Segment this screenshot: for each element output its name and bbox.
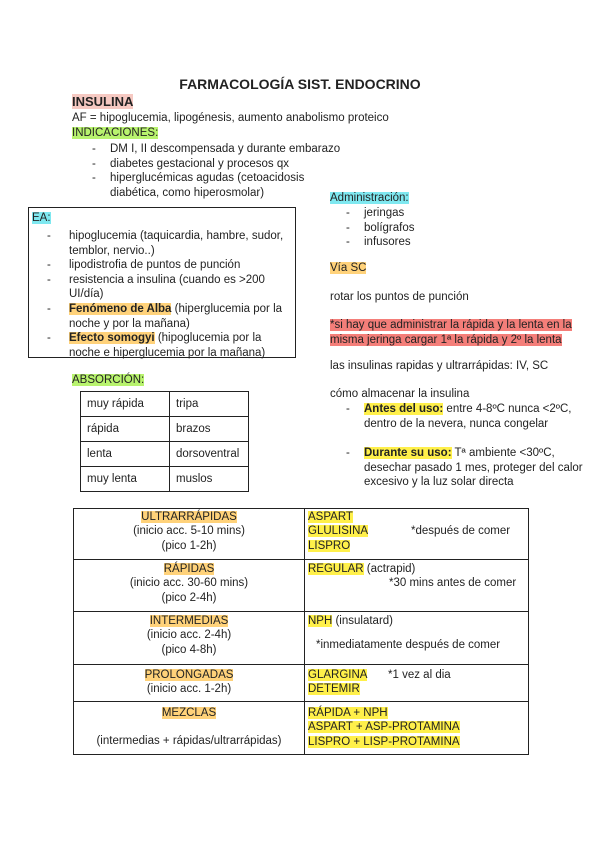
af-text: AF = hipoglucemia, lipogénesis, aumento anabolismo proteico	[72, 112, 389, 124]
list-item: - hiperglucémicas agudas (cetoacidosis	[76, 171, 340, 186]
administracion-label: Administración:	[330, 192, 409, 204]
administracion-list	[330, 206, 415, 250]
table-row: muy lenta muslos	[81, 467, 249, 492]
list-item: - bolígrafos	[330, 221, 415, 236]
list-item: - lipodistrofia de puntos de punción	[29, 258, 295, 273]
list-item: - jeringas	[330, 206, 415, 221]
iv-text: las insulinas rapidas y ultrarrápidas: IV, SC	[330, 360, 549, 372]
almacenar-list	[330, 402, 583, 490]
list-item: - infusores	[330, 235, 415, 250]
warning-note: *si hay que administrar la rápida y la lenta en la misma jeringa cargar 1ª la rápida y 2º la lenta	[330, 319, 572, 346]
absorcion-label: ABSORCIÓN:	[72, 374, 145, 386]
list-item: - hipoglucemia (taquicardia, hambre, sudor, temblor, nervio..)	[29, 229, 295, 258]
table-row: ULTRARRÁPIDAS (inicio acc. 5-10 mins) (pico 1-2h) ASPART GLULISINA LISPRO *después de comer	[74, 509, 529, 560]
list-item: - resistencia a insulina (cuando es >200 UI/día)	[29, 273, 295, 302]
ea-label: EA:	[32, 212, 51, 224]
list-item-continuation: diabética, como hiperosmolar)	[110, 186, 265, 199]
insulina-heading: INSULINA	[72, 94, 134, 109]
list-item: - Durante su uso: Tª ambiente <30ºC, desechar pasado 1 mes, proteger del calor excesivo y la luz solar directa	[330, 446, 583, 490]
list-item: - Fenómeno de Alba (hiperglucemia por la noche y por la mañana)	[29, 302, 295, 331]
table-row: muy rápida tripa	[81, 392, 249, 417]
table-row: rápida brazos	[81, 417, 249, 442]
list-item: - Antes del uso: entre 4-8ºC nunca <2ºC, dentro de la nevera, nunca congelar	[330, 402, 583, 431]
rotar-text: rotar los puntos de punción	[330, 291, 469, 303]
table-row: MEZCLAS (intermedias + rápidas/ultrarrápidas) RÁPIDA + NPH ASPART + ASP-PROTAMINA LISPRO + LISP-PROTAMINA	[74, 702, 529, 755]
table-row: PROLONGADAS (inicio acc. 1-2h) GLARGINA *1 vez al dia DETEMIR	[74, 665, 529, 702]
indicaciones-list	[72, 142, 340, 200]
ea-box	[28, 207, 296, 358]
page-title: FARMACOLOGÍA SIST. ENDOCRINO	[179, 76, 421, 92]
table-row: lenta dorsoventral	[81, 442, 249, 467]
table-row: RÁPIDAS (inicio acc. 30-60 mins) (pico 2-4h) REGULAR (actrapid) *30 mins antes de comer	[74, 560, 529, 612]
list-item: - DM I, II descompensada y durante embarazo	[76, 142, 340, 157]
insulin-types-table	[73, 508, 529, 755]
list-item: - Efecto somogyi (hipoglucemia por la noche e hiperglucemia por la mañana)	[29, 331, 295, 360]
table-row: INTERMEDIAS (inicio acc. 2-4h) (pico 4-8h) NPH (insulatard) *inmediatamente después de comer	[74, 612, 529, 665]
via-sc: Vía SC	[330, 262, 367, 274]
absorcion-table	[80, 391, 249, 492]
indicaciones-label: INDICACIONES:	[72, 127, 159, 139]
list-item: - diabetes gestacional y procesos qx	[76, 157, 340, 172]
almacenar-text: cómo almacenar la insulina	[330, 388, 470, 400]
